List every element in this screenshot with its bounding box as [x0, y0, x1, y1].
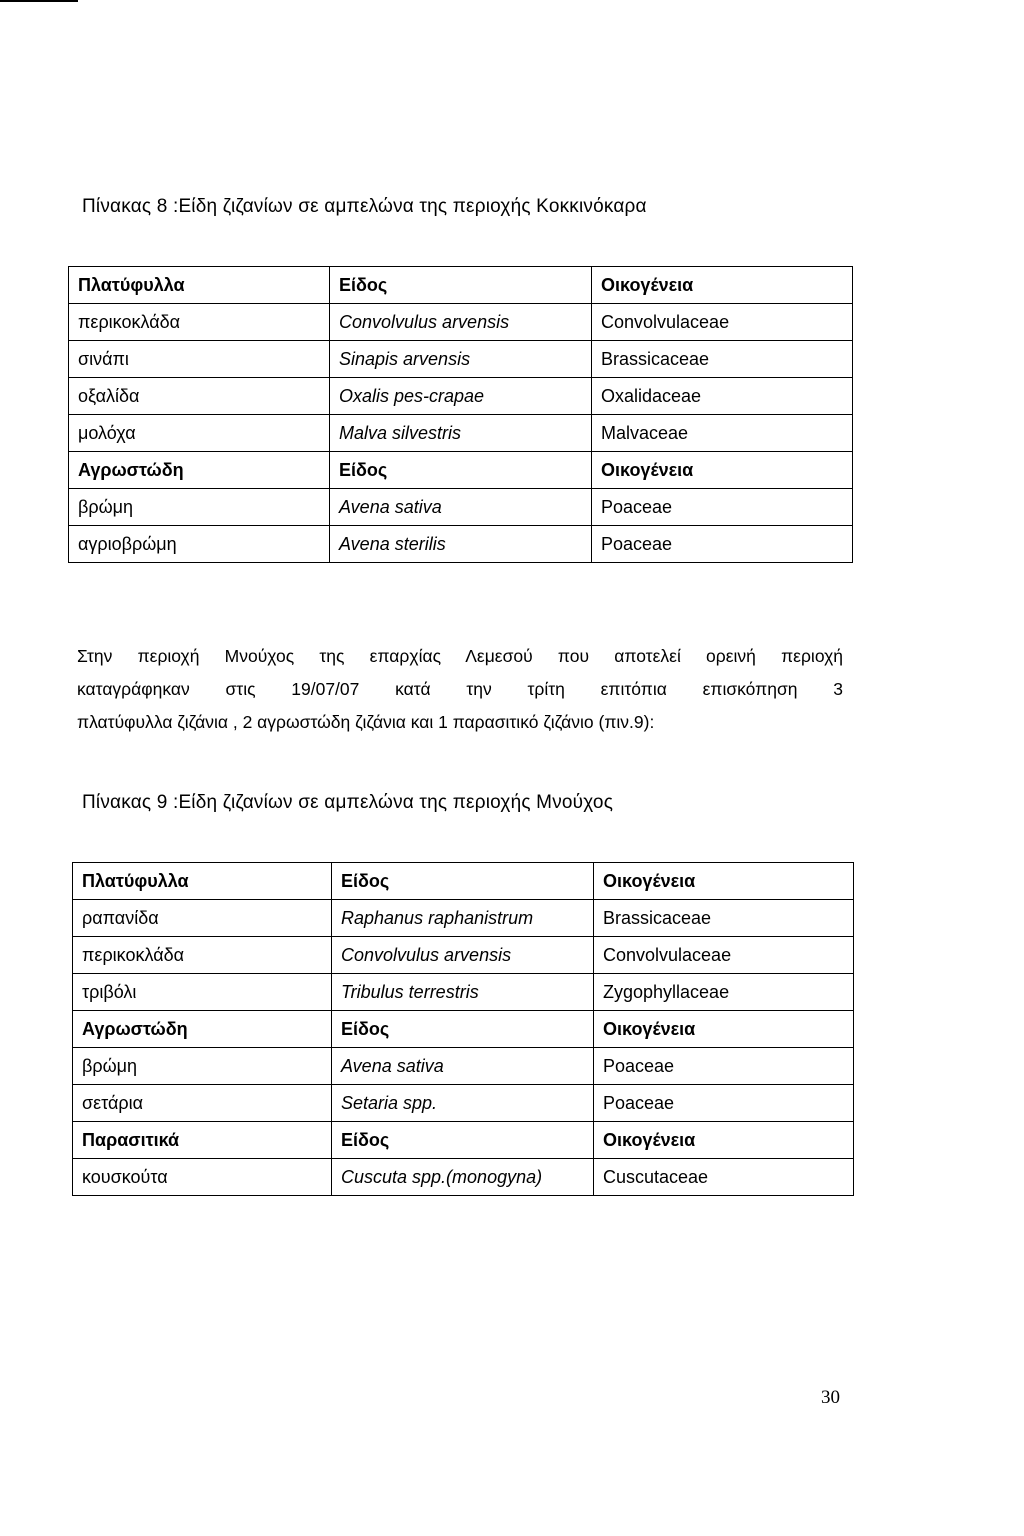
mnouchos-paragraph [77, 640, 843, 739]
family-cell: Zygophyllaceae [594, 974, 854, 1011]
species-cell: Setaria spp. [332, 1085, 594, 1122]
family-cell: Brassicaceae [594, 900, 854, 937]
common-name-cell: βρώμη [69, 489, 330, 526]
family-cell: Convolvulaceae [594, 937, 854, 974]
top-edge-rule [0, 0, 78, 2]
table-9-body [73, 863, 854, 1196]
species-cell: Avena sativa [330, 489, 592, 526]
family-cell: Poaceae [592, 526, 853, 563]
species-cell: Oxalis pes-crapae [330, 378, 592, 415]
common-name-cell: ραπανίδα [73, 900, 332, 937]
common-name-cell: σινάπι [69, 341, 330, 378]
species-cell: Είδος [332, 863, 594, 900]
species-cell: Malva silvestris [330, 415, 592, 452]
table-row [69, 378, 853, 415]
family-cell: Cuscutaceae [594, 1159, 854, 1196]
table-9 [72, 862, 854, 1196]
table-row [73, 974, 854, 1011]
family-cell: Convolvulaceae [592, 304, 853, 341]
family-cell: Οικογένεια [592, 452, 853, 489]
species-cell: Sinapis arvensis [330, 341, 592, 378]
species-cell: Raphanus raphanistrum [332, 900, 594, 937]
table-row [69, 489, 853, 526]
common-name-cell: κουσκούτα [73, 1159, 332, 1196]
table-header-row [73, 1011, 854, 1048]
table-row [73, 937, 854, 974]
table-row [69, 526, 853, 563]
common-name-cell: οξαλίδα [69, 378, 330, 415]
family-cell: Poaceae [592, 489, 853, 526]
species-cell: Convolvulus arvensis [332, 937, 594, 974]
family-cell: Malvaceae [592, 415, 853, 452]
table-8-body [69, 267, 853, 563]
table-header-row [69, 452, 853, 489]
family-cell: Poaceae [594, 1085, 854, 1122]
page-number: 30 [821, 1387, 840, 1408]
common-name-cell: Αγρωστώδη [69, 452, 330, 489]
table-row [73, 1085, 854, 1122]
common-name-cell: σετάρια [73, 1085, 332, 1122]
family-cell: Οικογένεια [592, 267, 853, 304]
family-cell: Οικογένεια [594, 863, 854, 900]
common-name-cell: μολόχα [69, 415, 330, 452]
family-cell: Poaceae [594, 1048, 854, 1085]
table-row [73, 1159, 854, 1196]
table-8-caption: Πίνακας 8 :Είδη ζιζανίων σε αμπελώνα της περιοχής Κοκκινόκαρα [82, 196, 647, 217]
species-cell: Cuscuta spp.(monogyna) [332, 1159, 594, 1196]
common-name-cell: βρώμη [73, 1048, 332, 1085]
table-header-row [69, 267, 853, 304]
species-cell: Είδος [332, 1011, 594, 1048]
paragraph-line: Στην περιοχή Μνούχος της επαρχίας Λεμεσού που αποτελεί ορεινή περιοχή [77, 646, 843, 666]
table-header-row [73, 1122, 854, 1159]
species-cell: Tribulus terrestris [332, 974, 594, 1011]
species-cell: Avena sativa [332, 1048, 594, 1085]
species-cell: Είδος [330, 267, 592, 304]
table-row [69, 415, 853, 452]
common-name-cell: αγριοβρώμη [69, 526, 330, 563]
family-cell: Oxalidaceae [592, 378, 853, 415]
common-name-cell: περικοκλάδα [69, 304, 330, 341]
common-name-cell: τριβόλι [73, 974, 332, 1011]
table-row [69, 341, 853, 378]
table-header-row [73, 863, 854, 900]
paragraph-line: καταγράφηκαν στις 19/07/07 κατά την τρίτη επιτόπια επισκόπηση 3 [77, 679, 843, 699]
common-name-cell: Αγρωστώδη [73, 1011, 332, 1048]
species-cell: Είδος [332, 1122, 594, 1159]
table-row [73, 900, 854, 937]
species-cell: Είδος [330, 452, 592, 489]
family-cell: Οικογένεια [594, 1011, 854, 1048]
paragraph-line: πλατύφυλλα ζιζάνια , 2 αγρωστώδη ζιζάνια και 1 παρασιτικό ζιζάνιο (πιν.9): [77, 712, 655, 732]
species-cell: Avena sterilis [330, 526, 592, 563]
table-8 [68, 266, 853, 563]
table-9-caption: Πίνακας 9 :Είδη ζιζανίων σε αμπελώνα της περιοχής Μνούχος [82, 792, 614, 813]
common-name-cell: περικοκλάδα [73, 937, 332, 974]
family-cell: Brassicaceae [592, 341, 853, 378]
family-cell: Οικογένεια [594, 1122, 854, 1159]
species-cell: Convolvulus arvensis [330, 304, 592, 341]
common-name-cell: Πλατύφυλλα [73, 863, 332, 900]
common-name-cell: Πλατύφυλλα [69, 267, 330, 304]
table-row [73, 1048, 854, 1085]
common-name-cell: Παρασιτικά [73, 1122, 332, 1159]
table-row [69, 304, 853, 341]
